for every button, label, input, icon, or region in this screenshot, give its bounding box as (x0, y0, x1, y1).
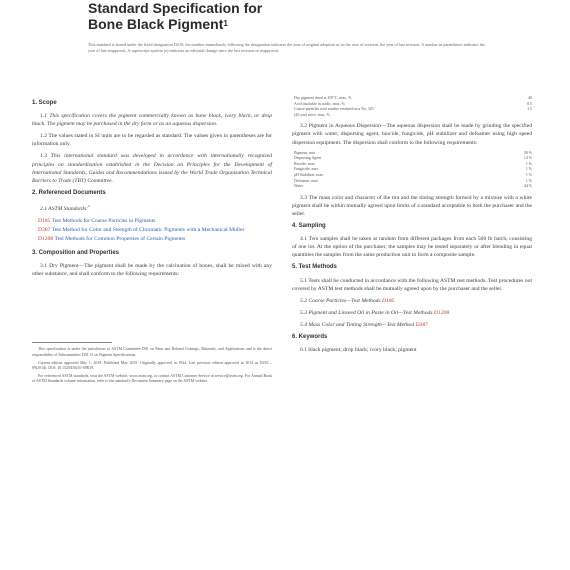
keywords-p1: 6.1 black pigment; drop black; ivory black; pigment (300, 347, 417, 354)
ref-title[interactable]: Test Method for Color and Strength of Chromatic Pigments with a Mechanical Muller (51, 226, 245, 233)
method-link[interactable]: D185 (382, 297, 395, 304)
ref-item[interactable] (32, 226, 272, 234)
method-link[interactable]: D1208 (433, 309, 450, 316)
keywords-heading: 6. Keywords (292, 334, 328, 341)
document-title (88, 0, 508, 32)
requirement-row: Biocide, max 1 % (294, 161, 532, 166)
ref-title[interactable]: Test Methods for Coarse Particles in Pigments (51, 217, 156, 224)
scope-heading: 1. Scope (32, 100, 57, 106)
composition-p3: 3.3 The mass color and character of the tint and the tinting strength formed by a mixture with a white pigment shall be within mutually agreed upon limits of a standard acceptable to both the purchaser and the seller. (292, 194, 532, 217)
ref-item[interactable] (32, 235, 272, 243)
requirement-row: Water 44 % (294, 184, 532, 189)
title-footnote-mark: 1 (223, 19, 228, 28)
refs-lead: 2.1 ASTM Standards:$^2$ (40, 203, 90, 212)
ref-title[interactable]: Test Methods for Common Properties of Certain Pigments (54, 236, 186, 243)
sampling-p1: 4.1 Two samples shall be taken at random from different packages from each 500 lb batch, consisting of one lot. At the option of the purchaser, the samples may be tested separately or after blending in equal quantities the samples from the same production unit to form a composite sample. (292, 236, 532, 259)
composition-p1: 3.1 Dry Pigment—The pigment shall be made by the calcination of bones, shall be mixed with any other substance, and shall conform to the following requirements: (32, 263, 272, 278)
composition-heading: 3. Composition and Properties (32, 250, 120, 257)
methods-p3: 5.3 Pigment and Linseed Oil in Paste in Oil—Test Methods D1208 (300, 309, 450, 316)
footnote-2: Current edition approved May 1, 2019. Published May 2019. Originally approved in 1924. Last previous edition approved in 2014 as D210 – 09(2014). DOI: 10.1520/D0210-09R19. (32, 360, 272, 371)
ref-code[interactable]: D185 (38, 217, 51, 224)
right-column (292, 96, 532, 358)
title-line-1: Standard Specification for (88, 0, 263, 16)
composition-p2: 3.2 Pigment in Aqueous Dispersion—The aqueous dispersion shall be made by grinding the specified pigment with water, dispersing agent, biocide, fungicide, pH stabilizer and defoamer using high speed dispersion equipment. The dispersion shall conform to the following requirements: (292, 123, 532, 146)
ref-code[interactable]: D387 (38, 226, 51, 233)
requirement-row: Dispersing Agent 14 % (294, 156, 532, 161)
refs-footnote-mark: 2 (88, 203, 90, 208)
scope-p3: 1.3 This international standard was developed in accordance with internationally recognized principles on standardization established in the Decision on Principles for the Development of International Standards, Guides and Recommendations issued by the World Trade Organization Technical Barriers to Trade (TBT) Committee. (32, 153, 272, 184)
requirement-row: Pigment, min 30 % (294, 150, 532, 155)
refs-heading: 2. Referenced Documents (32, 189, 106, 196)
requirement-row: Dry pigment dried at 105°C, max, % 40 (294, 96, 532, 100)
title-line-2: Bone Black Pigment (88, 16, 224, 32)
footnote-1: This specification is under the jurisdiction of ASTM Committee D01 on Paint and Related Coatings, Materials, and Applications and is the direct responsibility of Subcommittee D01.31 on Pigment Specifications. (32, 347, 272, 357)
sampling-heading: 4. Sampling (292, 223, 326, 230)
requirement-row: (45-μm) sieve, max, % (294, 112, 330, 117)
methods-p1: 5.1 Tests shall be conducted in accordance with the following ASTM test methods. Test procedures not covered by ASTM test methods shall be mutually agreed upon by the purchaser and the seller. (292, 277, 532, 292)
requirement-row: Coarse particles total residue retained on a No. 325 1.5 (294, 107, 532, 112)
left-column (32, 96, 272, 388)
methods-p2: 5.2 Coarse Particles—Test Methods D185 (300, 297, 395, 304)
requirement-row: Acid insoluble in acidic, max, % 0.5 (294, 101, 532, 106)
footnote-3: For referenced ASTM standards, visit the ASTM website, www.astm.org, or contact ASTM Customer Service at service@astm.org. For Annual Book of ASTM Standards volume information, refer to the standard's Document Summary page on the ASTM website. (32, 374, 272, 384)
scope-p1: 1.1 This specification covers the pigment commercially known as bone black, ivory black, or drop black. The pigment may be purchased in the dry form or as an aqueous dispersion. (32, 113, 272, 128)
footnote-divider (32, 342, 112, 343)
methods-heading: 5. Test Methods (292, 264, 337, 271)
requirement-row: Fungicide, max 1 % (294, 167, 532, 172)
designation-note: This standard is issued under the fixed designation D210; the number immediately following the designation indicates the year of original adoption or, in the case of revision, the year of last revision. A number in parentheses indicates the year of last reapproval. A superscript epsilon (ε) indicates an editorial change since the last revision or reapproval. (88, 42, 485, 53)
aqueous-requirements-table (292, 151, 532, 190)
scope-p2: 1.2 The values stated in SI units are to be regarded as standard. The values given in parentheses are for information only. (32, 133, 272, 148)
ref-item[interactable] (32, 217, 272, 225)
method-link[interactable]: D387 (415, 321, 428, 328)
dry-requirements-table (292, 96, 532, 118)
requirement-row: Defoamer, max 1 % (294, 178, 532, 183)
requirement-row: pH Stabilizer, max 1 % (294, 173, 532, 178)
methods-p4: 5.4 Mass Color and Tinting Strength—Test Method D387 (300, 321, 428, 328)
ref-code[interactable]: D1208 (38, 236, 54, 243)
